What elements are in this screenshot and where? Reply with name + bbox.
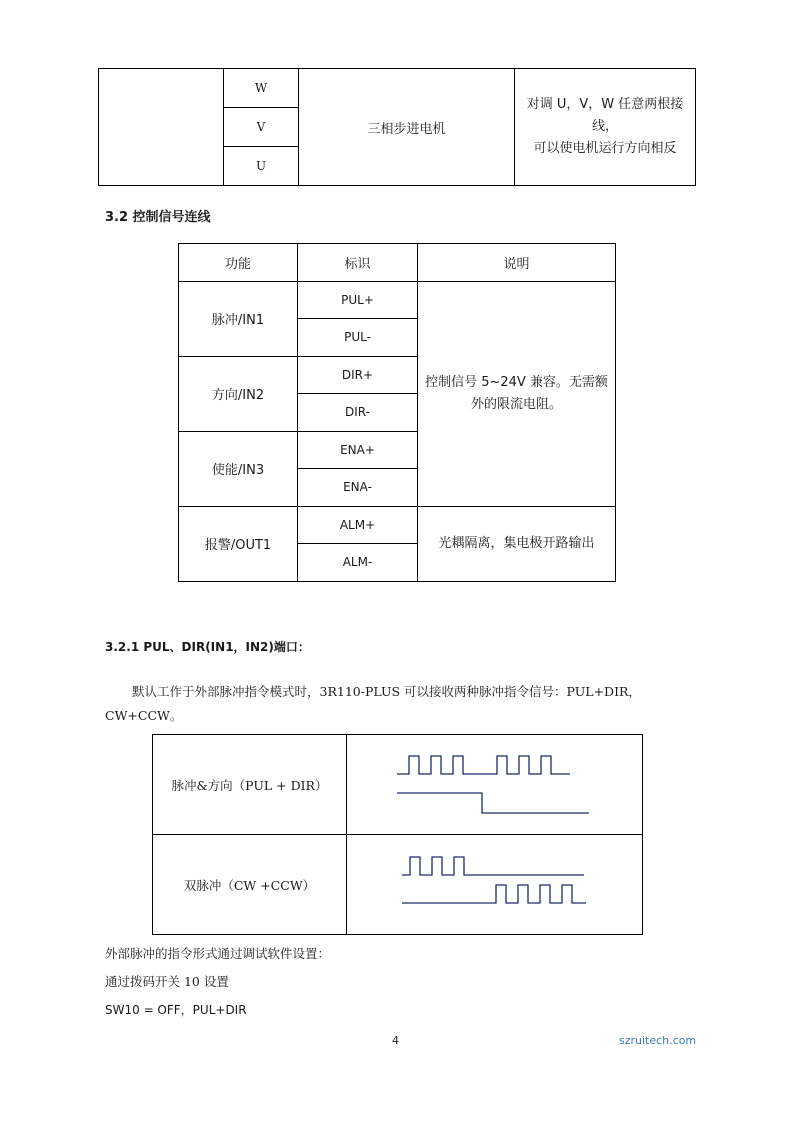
signal-ena-plus: ENA+ <box>298 431 418 469</box>
page-number: 4 <box>392 1034 399 1047</box>
output-description-cell: 光耦隔离，集电极开路输出 <box>418 506 616 581</box>
pul-waveform-line <box>397 756 570 774</box>
direction-note-cell <box>515 69 696 186</box>
terminal-v: V <box>224 108 299 147</box>
pul-dir-waveform <box>395 750 595 820</box>
website-footer: szruitech.com <box>619 1034 697 1047</box>
cw-waveform-line <box>402 857 584 875</box>
input-desc-line1: 控制信号 5~24V 兼容。无需额 <box>425 374 608 390</box>
signal-alm-plus: ALM+ <box>298 506 418 544</box>
mode-cw-ccw-waveform-cell <box>347 835 643 935</box>
terminal-u: U <box>224 147 299 186</box>
function-enable: 使能/IN3 <box>179 431 298 506</box>
pulse-mode-table <box>152 734 643 935</box>
signal-dir-plus: DIR+ <box>298 356 418 394</box>
function-pulse: 脉冲/IN1 <box>179 281 298 356</box>
control-signal-table <box>178 243 616 582</box>
signal-dir-minus: DIR- <box>298 394 418 432</box>
intro-paragraph: 默认工作于外部脉冲指令模式时，3R110-PLUS 可以接收两种脉冲指令信号：PUL+DIR，CW+CCW。 <box>105 684 641 723</box>
command-form-line: 外部脉冲的指令形式通过调试软件设置： <box>105 946 331 961</box>
direction-note-line2: 可以使电机运行方向相反 <box>533 141 677 156</box>
cw-ccw-waveform <box>400 855 590 915</box>
input-description-cell <box>418 281 616 506</box>
section-heading-3-2-1: 3.2.1 PUL、DIR(IN1，IN2)端口： <box>105 640 310 654</box>
header-label: 标识 <box>298 244 418 282</box>
signal-pul-plus: PUL+ <box>298 281 418 319</box>
empty-cell <box>99 69 224 186</box>
section-heading-3-2: 3.2 控制信号连线 <box>105 210 211 225</box>
input-desc-line2: 外的限流电阻。 <box>470 396 562 412</box>
motor-wiring-table <box>98 68 696 186</box>
dip-switch-line: 通过拨码开关 10 设置 <box>105 974 229 989</box>
function-alarm: 报警/OUT1 <box>179 506 298 581</box>
mode-cw-ccw-label: 双脉冲（CW +CCW） <box>153 835 347 935</box>
header-function: 功能 <box>179 244 298 282</box>
dir-waveform-line <box>397 793 589 813</box>
function-direction: 方向/IN2 <box>179 356 298 431</box>
terminal-w: W <box>224 69 299 108</box>
signal-pul-minus: PUL- <box>298 319 418 357</box>
mode-pul-dir-label: 脉冲&方向（PUL + DIR） <box>153 735 347 835</box>
header-description: 说明 <box>418 244 616 282</box>
mode-pul-dir-waveform-cell <box>347 735 643 835</box>
ccw-waveform-line <box>402 885 586 903</box>
motor-type-cell: 三相步进电机 <box>299 69 515 186</box>
sw10-line: SW10 = OFF，PUL+DIR <box>105 1003 247 1017</box>
direction-note-line1: 对调 U，V，W 任意两根接线， <box>526 97 684 134</box>
signal-ena-minus: ENA- <box>298 469 418 507</box>
signal-alm-minus: ALM- <box>298 544 418 582</box>
